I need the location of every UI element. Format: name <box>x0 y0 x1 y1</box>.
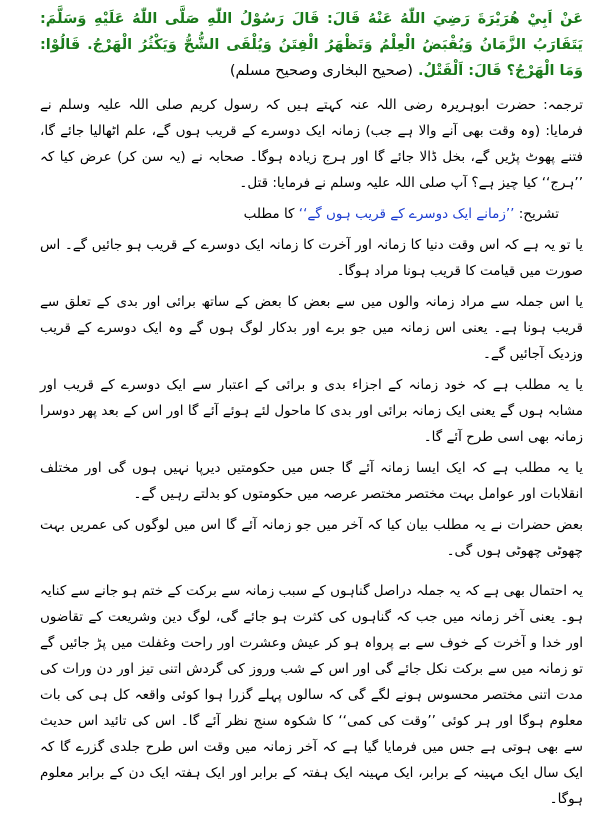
explanation-paragraph-3: یا یہ مطلب ہے کہ خود زمانہ کے اجزاء بدی و برائی کے اعتبار سے ایک دوسرے کے قریب اور مشابہ ہوں گے یعنی ایک زمانہ برائی اور بدی کا ماحول لئے ہوئے آئے گا اور اس کے بعد پھر دوسرا زمانہ بھی اسی طرح آئے گا۔ <box>40 377 583 445</box>
tashreeh-quote: ’’زمانے ایک دوسرے کے قریب ہوں گے‘‘ <box>298 206 515 222</box>
arabic-hadith-text: عَنْ اَبِيْ هُرَيْرَةَ رَضِيَ اللّٰهُ عَنْهُ قَالَ: قَالَ رَسُوْلُ اللّٰهِ صَلَّى اللّٰهُ عَلَيْهِ وَسَلَّمَ: يَتَقَارَبُ الزَّمَانُ وَيُقْبَضُ الْعِلْمُ وَتَظْهَرُ الْفِتَنُ وَيُلْقَى الشُّحُّ وَيَكْثُرُ الْهَرْجُ. قَالُوْا: وَمَا الْهَرْجُ؟ قَالَ: اَلْقَتْلُ. <box>40 11 583 79</box>
arabic-hadith <box>40 6 583 84</box>
explanation-paragraph-5: بعض حضرات نے یہ مطلب بیان کیا کہ آخر میں جو زمانہ آئے گا اس میں لوگوں کی عمریں بہت چھوٹی چھوٹی ہوں گی۔ <box>40 517 583 559</box>
explanation-paragraph-1: یا تو یہ ہے کہ اس وقت دنیا کا زمانہ اور آخرت کا زمانہ ایک دوسرے کے قریب ہو جائیں گے۔ اس صورت میں قیامت کا قریب ہونا مراد ہوگا۔ <box>40 237 583 279</box>
tashreeh-label: تشریح: <box>518 206 559 222</box>
explanation-paragraph-2: یا اس جملہ سے مراد زمانہ والوں میں سے بعض کا بعض کے ساتھ برائی اور بدی کے تعلق سے قریب ہونا ہے۔ یعنی اس زمانہ میں جو برے اور بدکار لوگ ہوں گے وہ ایک دوسرے کے قریب وزدیک آجائیں گے۔ <box>40 294 583 362</box>
hadith-reference: (صحيح البخاری وصحيح مسلم) <box>229 63 413 79</box>
tashreeh-heading <box>40 201 583 227</box>
translation-paragraph: ترجمہ: حضرت ابوہریرہ رضی اللہ عنہ کہتے ہیں کہ رسول کریم صلی اللہ علیہ وسلم نے فرمایا: (وہ وقت بھی آنے والا ہے جب) زمانہ ایک دوسرے کے قریب ہوں گے، علم اٹھالیا جائے گا، فتنے پھوٹ پڑیں گے، بخل ڈالا جائے گا اور ہرج زیادہ ہوگا۔ صحابہ نے (یہ سن کر) عرض کیا کہ ’’ہرج‘‘ کیا چیز ہے؟ آپ صلی اللہ علیہ وسلم نے فرمایا: قتل۔ <box>40 97 583 191</box>
explanation-paragraph-4: یا یہ مطلب ہے کہ ایک ایسا زمانہ آئے گا جس میں حکومتیں دیرپا نہیں ہوں گی اور مختلف انقلابات اور عوامل بہت مختصر مختصر عرصہ میں حکومتوں کو بدلتے رہیں گے۔ <box>40 460 583 502</box>
final-paragraph: یہ احتمال بھی ہے کہ یہ جملہ دراصل گناہوں کے سبب زمانہ سے برکت کے ختم ہو جانے سے کنایہ ہو۔ یعنی آخر زمانہ میں جب کہ گناہوں کی کثرت ہو جائے گی، لوگ دین وشریعت کے تقاضوں اور خدا و آخرت کے خوف سے بے پرواہ ہو کر عیش وعشرت اور راحت وغفلت میں پڑ جائیں گے تو زمانہ میں سے برکت نکل جائے گی اور اس کے شب وروز کی گردش اتنی تیز اور دن ورات کی مدت اتنی مختصر محسوس ہونے لگے گی کہ سالوں پہلے گزرا ہوا کوئی واقعہ کل ہی کی بات معلوم ہوگا اور ہر کوئی ’’وقت کی کمی‘‘ کا شکوہ سنج نظر آئے گا۔ اس کی تائید اس حدیث سے بھی ہوتی ہے جس میں فرمایا گیا ہے کہ آخر زمانہ میں وقت اس طرح جلدی گزرے گا کہ ایک سال ایک مہینہ کے برابر، ایک مہینہ ایک ہفتہ کے برابر اور ایک ہفتہ ایک دن کے برابر معلوم ہوگا۔ <box>40 583 583 807</box>
tashreeh-suffix: کا مطلب <box>243 206 295 222</box>
